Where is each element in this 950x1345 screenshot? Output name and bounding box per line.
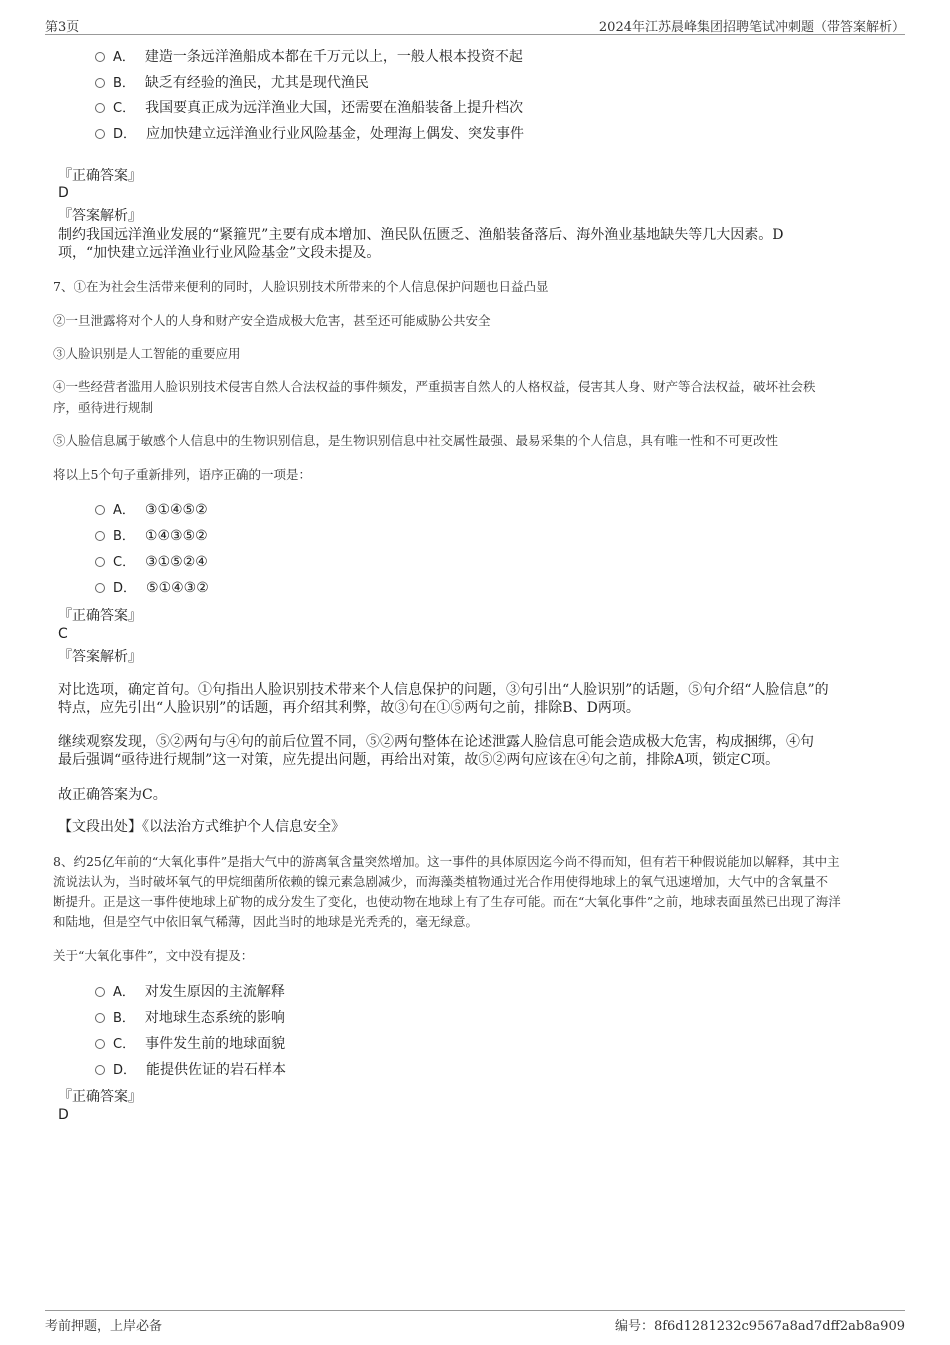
q7-analysis-p1-cont: 特点，应先引出“人脸识别”的话题，再介绍其利弊，故③句在①⑤两句之前，排除B、D两项。 — [58, 700, 640, 716]
q8-passage-line: 断提升。正是这一事件使地球上矿物的成分发生了变化，也使动物在地球上有了生存可能。而在“大氧化事件”之前，地球表面虽然已出现了海洋 — [53, 894, 841, 909]
q6-option-d[interactable]: D． 应加快建立远洋渔业行业风险基金，处理海上偶发、突发事件 — [95, 124, 524, 145]
q7-option-b[interactable]: B． ①④③⑤② — [95, 526, 208, 547]
radio-icon[interactable] — [95, 52, 105, 62]
q7-sentence-2: ②一旦泄露将对个人的人身和财产安全造成极大危害，甚至还可能威胁公共安全 — [53, 313, 491, 328]
footer-slogan: 考前押题，上岸必备 — [45, 1319, 163, 1334]
q7-answer: C — [58, 626, 68, 642]
q6-answer: D — [58, 185, 69, 201]
q7-analysis-p1: 对比选项，确定首句。①句指出人脸识别技术带来个人信息保护的问题，③句引出“人脸识别”的话题，⑤句介绍“人脸信息”的 — [58, 682, 829, 698]
q7-analysis-p2-cont: 最后强调“亟待进行规制”这一对策，应先提出问题，再给出对策，故⑤②两句应该在④句之前，排除A项，锁定C项。 — [58, 752, 780, 768]
q6-option-a[interactable]: A． 建造一条远洋渔船成本都在千万元以上，一般人根本投资不起 — [95, 47, 523, 68]
q8-option-c[interactable]: C． 事件发生前的地球面貌 — [95, 1034, 285, 1055]
q8-passage-line: 8、约25亿年前的“大氧化事件”是指大气中的游离氧含量突然增加。这一事件的具体原因迄今尚不得而知，但有若干种假说能加以解释，其中主 — [53, 854, 840, 869]
q6-analysis-label: 『答案解析』 — [58, 208, 142, 224]
radio-icon[interactable] — [95, 78, 105, 88]
q8-passage-line: 和陆地，但是空气中依旧氧气稀薄，因此当时的地球是光秃秃的，毫无绿意。 — [53, 914, 479, 929]
q6-analysis-line: 制约我国远洋渔业发展的“紧箍咒”主要有成本增加、渔民队伍匮乏、渔船装备落后、海外渔业基地缺失等几大因素。D — [58, 227, 784, 243]
radio-icon[interactable] — [95, 531, 105, 541]
radio-icon[interactable] — [95, 583, 105, 593]
radio-icon[interactable] — [95, 1065, 105, 1075]
radio-icon[interactable] — [95, 987, 105, 997]
q7-analysis-p3: 故正确答案为C。 — [58, 787, 167, 803]
q7-source: 【文段出处】《以法治方式维护个人信息安全》 — [58, 819, 345, 835]
q6-option-c[interactable]: C． 我国要真正成为远洋渔业大国，还需要在渔船装备上提升档次 — [95, 98, 523, 119]
q7-sentence-4: ④一些经营者滥用人脸识别技术侵害自然人合法权益的事件频发，严重损害自然人的人格权益，侵害其人身、财产等合法权益，破坏社会秩 — [53, 379, 816, 394]
q7-sentence-5: ⑤人脸信息属于敏感个人信息中的生物识别信息，是生物识别信息中社交属性最强、最易采集的个人信息，具有唯一性和不可更改性 — [53, 433, 779, 448]
radio-icon[interactable] — [95, 505, 105, 515]
page-header — [45, 14, 905, 35]
q7-option-d[interactable]: D． ⑤①④③② — [95, 578, 209, 599]
q6-analysis-line: 项，“加快建立远洋渔业行业风险基金”文段未提及。 — [58, 245, 381, 261]
q6-answer-label: 『正确答案』 — [58, 168, 142, 184]
radio-icon[interactable] — [95, 557, 105, 567]
q8-option-b[interactable]: B． 对地球生态系统的影响 — [95, 1008, 285, 1029]
q6-option-b[interactable]: B． 缺乏有经验的渔民，尤其是现代渔民 — [95, 73, 369, 94]
document-title: 2024年江苏晨峰集团招聘笔试冲刺题（带答案解析） — [598, 20, 905, 35]
q8-passage-line: 流说法认为，当时破坏氧气的甲烷细菌所依赖的镍元素急剧减少，而海藻类植物通过光合作用使得地球上的氧气迅速增加，大气中的含氧量不 — [53, 874, 829, 889]
q7-option-c[interactable]: C． ③①⑤②④ — [95, 552, 208, 573]
q7-answer-label: 『正确答案』 — [58, 608, 142, 624]
q8-answer-label: 『正确答案』 — [58, 1089, 142, 1105]
q7-option-a[interactable]: A． ③①④⑤② — [95, 500, 208, 521]
q7-analysis-label: 『答案解析』 — [58, 649, 142, 665]
radio-icon[interactable] — [95, 103, 105, 113]
document-id: 编号：8f6d1281232c9567a8ad7dff2ab8a909 — [614, 1319, 905, 1334]
page-number: 第3页 — [45, 20, 80, 35]
radio-icon[interactable] — [95, 129, 105, 139]
q7-sentence-1: 7、①在为社会生活带来便利的同时，人脸识别技术所带来的个人信息保护问题也日益凸显 — [53, 279, 549, 294]
radio-icon[interactable] — [95, 1013, 105, 1023]
page-footer — [45, 1310, 905, 1335]
q7-prompt: 将以上5个句子重新排列，语序正确的一项是： — [53, 467, 311, 482]
q8-option-a[interactable]: A． 对发生原因的主流解释 — [95, 982, 285, 1003]
q8-option-d[interactable]: D． 能提供佐证的岩石样本 — [95, 1060, 286, 1081]
q7-sentence-3: ③人脸识别是人工智能的重要应用 — [53, 346, 241, 361]
q7-analysis-p2: 继续观察发现，⑤②两句与④句的前后位置不同，⑤②两句整体在论述泄露人脸信息可能会造成极大危害，构成捆绑，④句 — [58, 734, 814, 750]
radio-icon[interactable] — [95, 1039, 105, 1049]
q7-sentence-4-cont: 序，亟待进行规制 — [53, 400, 154, 415]
q8-answer: D — [58, 1107, 69, 1123]
q8-prompt: 关于“大氧化事件”，文中没有提及： — [53, 948, 254, 963]
